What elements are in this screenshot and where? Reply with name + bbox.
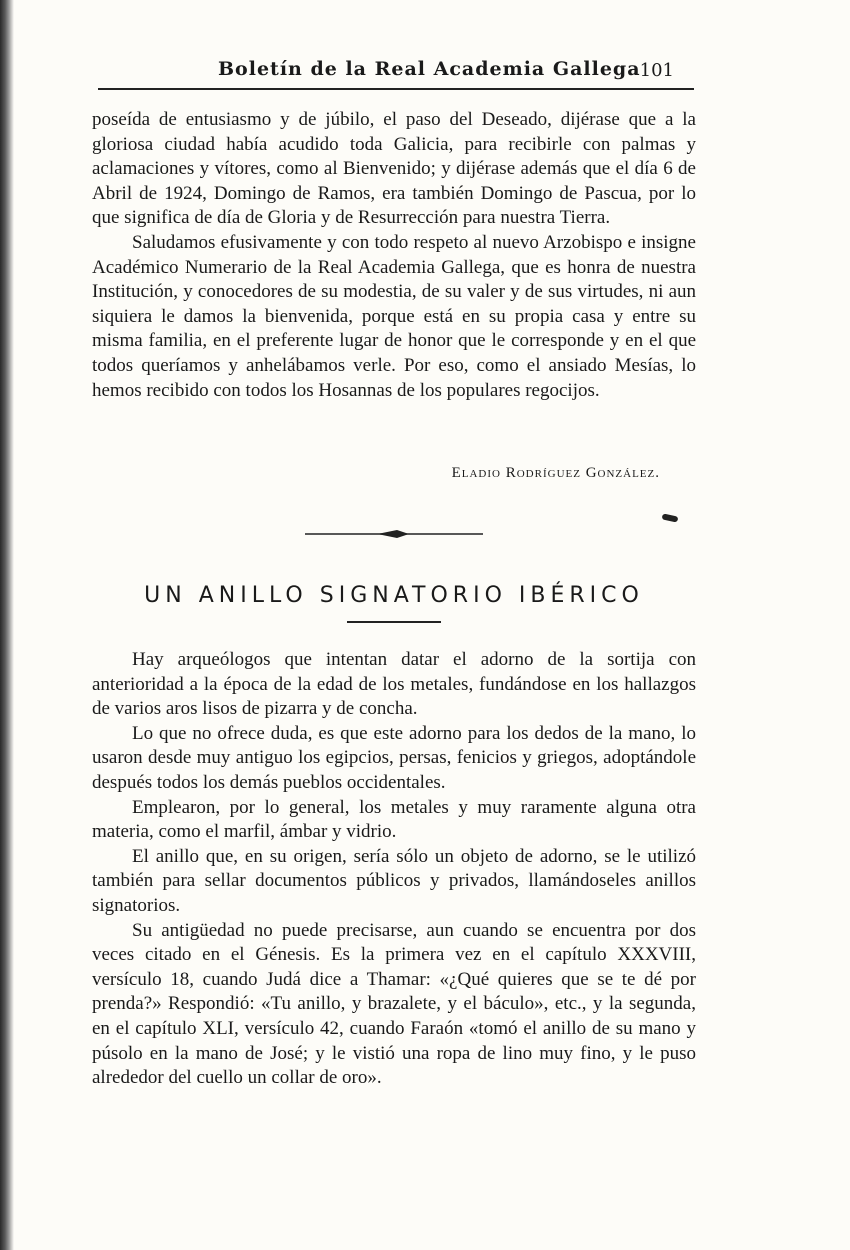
article-end-text	[92, 108, 696, 403]
running-title: Boletín de la Real Academia Gallega	[218, 58, 641, 80]
author-signature: Eladio Rodríguez González.	[451, 465, 660, 481]
article-body	[92, 648, 696, 1091]
page-binding-edge	[0, 0, 14, 1250]
article-title: UN ANILLO SIGNATORIO IBÉRICO	[144, 583, 644, 608]
article-end-paragraph-2: Saludamos efusivamente y con todo respeto al nuevo Arzobispo e insigne Académico Numerario de la Real Academia Gallega, que es honra de nuestra Institución, y conocedores de su modestia, de su valer y de sus virtudes, ni aun siquiera le damos la bienvenida, porque está en su propia casa y entre su misma familia, en el preferente lugar de honor que le corresponde y en el que todos queríamos y anhelábamos verle. Por eso, como el ansiado Mesías, lo hemos recibido con todos los Hosannas de los populares regocijos.	[92, 231, 696, 401]
section-divider-ornament	[305, 527, 483, 541]
page-number: 101	[639, 60, 674, 81]
article-paragraph-3: Emplearon, por lo general, los metales y muy raramente alguna otra materia, como el marfil, ámbar y vidrio.	[92, 796, 696, 843]
article-paragraph-1: Hay arqueólogos que intentan datar el adorno de la sortija con anterioridad a la época de la edad de los metales, fundándose en los hallazgos de varios aros lisos de pizarra y de concha.	[92, 649, 696, 720]
article-paragraph-2: Lo que no ofrece duda, es que este adorno para los dedos de la mano, lo usaron desde muy antiguo los egipcios, persas, fenicios y griegos, adoptándole después todos los demás pueblos occidentales.	[92, 722, 696, 793]
title-underline	[347, 621, 441, 623]
running-header	[98, 56, 694, 90]
article-paragraph-4: El anillo que, en su origen, sería sólo un objeto de adorno, se le utilizó también para sellar documentos públicos y privados, llamándoseles anillos signatorios.	[92, 845, 696, 916]
ink-speck	[662, 513, 679, 522]
header-rule	[98, 88, 694, 90]
article-paragraph-5: Su antigüedad no puede precisarse, aun cuando se encuentra por dos veces citado en el Génesis. Es la primera vez en el capítulo XXXVIII, versículo 18, cuando Judá dice a Thamar: «¿Qué quieres que se te dé por prenda?» Respondió: «Tu anillo, y brazalete, y el báculo», etc., y la segunda, en el capítulo XLI, versículo 42, cuando Faraón «tomó el anillo de su mano y púsolo en la mano de José; y le vistió una ropa de lino muy fino, y le puso alrededor del cuello un collar de oro».	[92, 919, 696, 1089]
article-end-paragraph-1: poseída de entusiasmo y de júbilo, el paso del Deseado, dijérase que a la gloriosa ciudad había acudido toda Galicia, para recibirle con palmas y aclamaciones y vítores, como al Bienvenido; y dijérase además que el día 6 de Abril de 1924, Domingo de Ramos, era también Domingo de Pascua, por lo que significa de día de Gloria y de Resurrección para nuestra Tierra.	[92, 109, 696, 229]
